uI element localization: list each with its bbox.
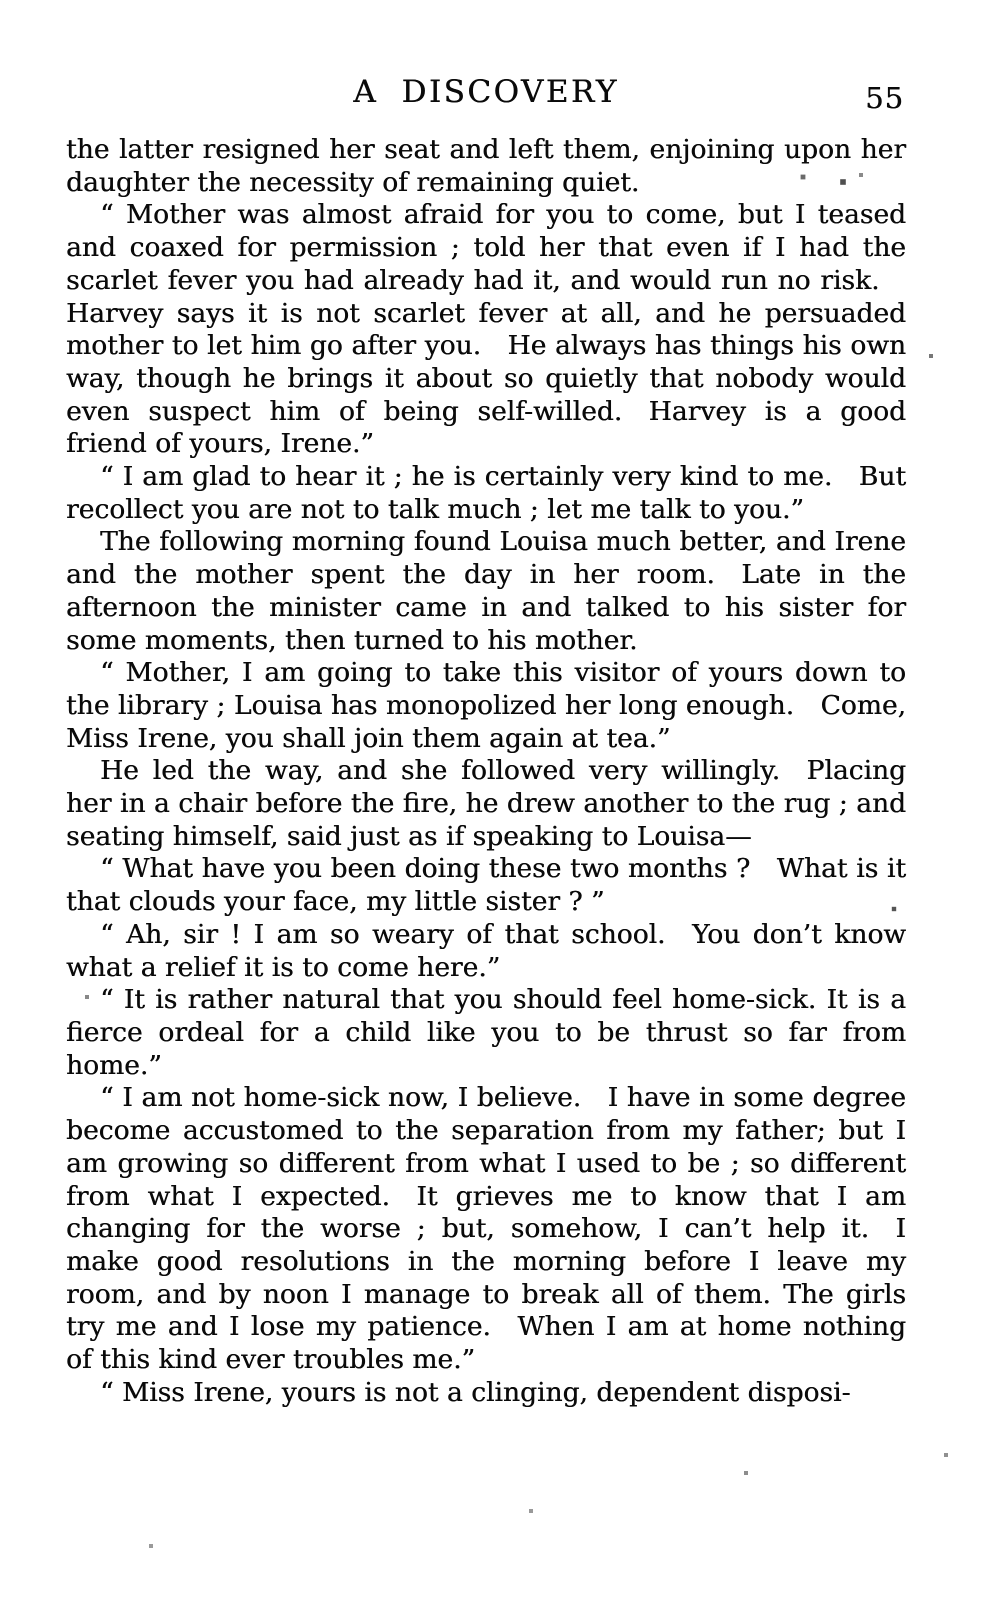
paragraph: “ Mother was almost afraid for you to come, but I teased and coaxed for permission ; told her that even if I had the scarlet fever you had already had it, and would run no risk. Harvey says it is not scarlet fever at all, and he persuaded mother to let him go after you. He always has things his own way, though he brings it about so quietly that nobody would even suspect him of being self-willed. Harvey is a good friend of yours, Irene.” bbox=[66, 199, 906, 460]
running-head bbox=[66, 74, 906, 134]
paragraph: the latter resigned her seat and left them, enjoining upon her daughter the necessity of remaining quiet. bbox=[66, 134, 906, 198]
body-text bbox=[66, 134, 906, 1409]
paragraph: “ Ah, sir ! I am so weary of that school. You don’t know what a relief it is to come here.” bbox=[66, 918, 906, 983]
paragraph: “ I am glad to hear it ; he is certainly very kind to me. But recollect you are not to talk much ; let me talk to you.” bbox=[66, 461, 906, 525]
paragraph: The following morning found Louisa much better, and Irene and the mother spent the day in her room. Late in the afternoon the minister came in and talked to his sister for some moments, then turned to his mother. bbox=[66, 526, 906, 656]
chapter-title: A DISCOVERY bbox=[353, 74, 619, 110]
paragraph: “ I am not home-sick now, I believe. I have in some degree become accustomed to the separation from my father; but I am growing so different from what I used to be ; so different from what I expected. It grieves me to know that I am changing for the worse ; but, somehow, I can’t help it. I make good resolutions in the morning before I leave my room, and by noon I manage to break all of them. The girls try me and I lose my patience. When I am at home nothing of this kind ever troubles me.” bbox=[66, 1082, 906, 1376]
scan-noise-specks bbox=[0, 0, 2, 2]
paragraph: “ Mother, I am going to take this visitor of yours down to the library ; Louisa has monopolized her long enough. Come, Miss Irene, you shall join them again at tea.” bbox=[66, 657, 906, 754]
paragraph: He led the way, and she followed very willingly. Placing her in a chair before the fire, he drew another to the rug ; and seating himself, said just as if speaking to Louisa— bbox=[66, 755, 906, 852]
paragraph: “ It is rather natural that you should feel home-sick. It is a fierce ordeal for a child like you to be thrust so far from home.” bbox=[66, 984, 906, 1081]
paragraph: “ What have you been doing these two months ? What is it that clouds your face, my little sister ? ” bbox=[66, 853, 906, 918]
page-number: 55 bbox=[865, 81, 904, 115]
paragraph: “ Miss Irene, yours is not a clinging, dependent disposi- bbox=[100, 1376, 851, 1408]
